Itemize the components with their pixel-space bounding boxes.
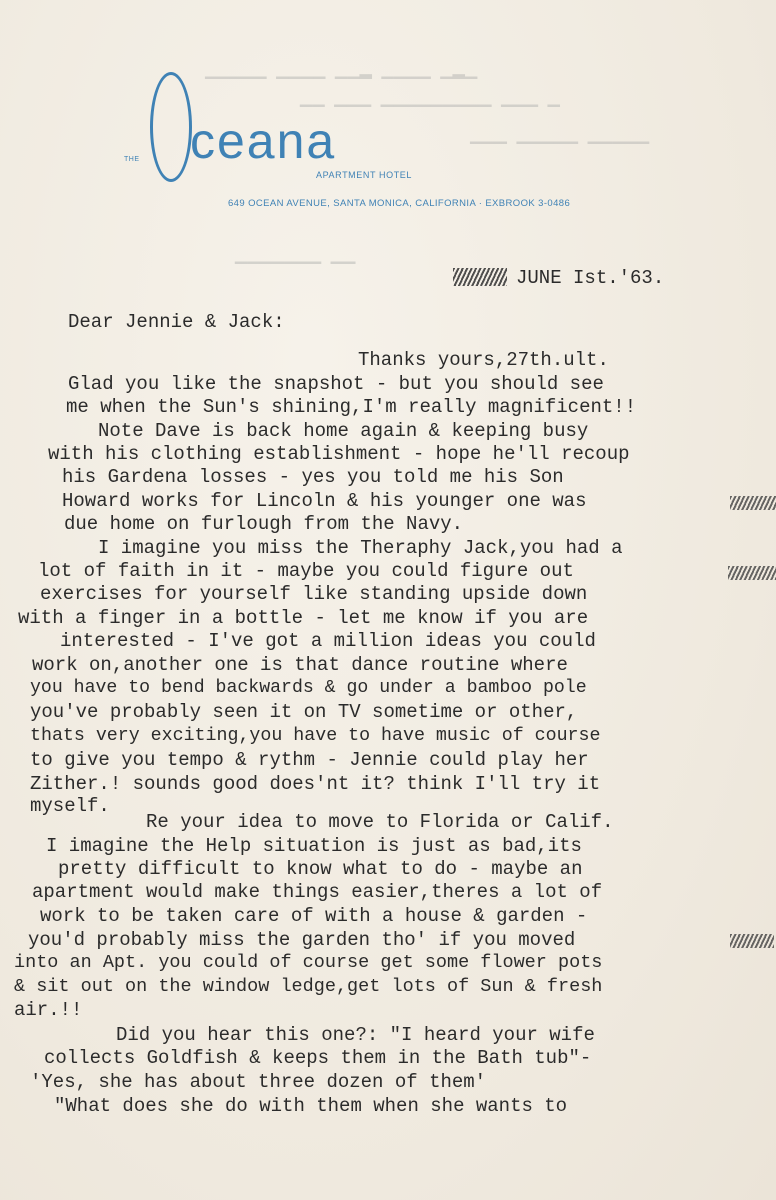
letter-line: exercises for yourself like standing upside down — [40, 583, 588, 605]
letter-line: "What does she do with them when she wants to — [54, 1095, 568, 1117]
letterhead-logo-o — [150, 72, 192, 182]
letter-line: you've probably seen it on TV sometime or other, — [30, 701, 578, 723]
letter-line: me when the Sun's shining,I'm really magnificent!! — [66, 396, 637, 418]
letter-line: myself. — [30, 795, 110, 817]
show-through-marks-3: ▁▁▁▁▁ ▁▁▁▁▁ ▁▁▁ — [470, 127, 650, 145]
letterhead-the: THE — [124, 156, 140, 163]
letter-line: & sit out on the window ledge,get lots of Sun & fresh — [14, 976, 603, 997]
letter-line: with his clothing establishment - hope he'll recoup — [48, 443, 630, 465]
salutation: Dear Jennie & Jack: — [68, 311, 285, 333]
letter-line: pretty difficult to know what to do - maybe an — [58, 858, 583, 880]
letter-line: Zither.! sounds good does'nt it? think I'll try it — [30, 773, 601, 795]
letter-line: work to be taken care of with a house & garden - — [40, 905, 588, 927]
letter-line: lot of faith in it - maybe you could figure out — [38, 560, 574, 582]
letter-line: apartment would make things easier,theres a lot of — [32, 881, 603, 903]
letter-line: work on,another one is that dance routine where — [32, 654, 568, 676]
letter-line: Note Dave is back home again & keeping busy — [98, 420, 589, 442]
letter-line: Re your idea to move to Florida or Calif. — [146, 811, 614, 833]
letter-date: JUNE Ist.'63. — [516, 267, 665, 289]
letter-line: collects Goldfish & keeps them in the Bath tub"- — [44, 1047, 592, 1069]
letter-line: thats very exciting,you have to have music of course — [30, 726, 601, 746]
struck-out-typing — [730, 496, 776, 510]
letter-line: you have to bend backwards & go under a bamboo pole — [30, 678, 587, 698]
show-through-marks: ▁▂▁ ▁▁▁▁ ▂▁▁ ▁▁▁▁ ▁▁▁▁▁ — [205, 62, 478, 80]
letterhead-subtitle: APARTMENT HOTEL — [316, 170, 413, 180]
letter-line: due home on furlough from the Navy. — [64, 513, 464, 535]
letter-line: Thanks yours,27th.ult. — [358, 349, 609, 371]
struck-out-typing — [730, 934, 774, 948]
letter-line: into an Apt. you could of course get some flower pots — [14, 952, 603, 973]
letter-line: interested - I've got a million ideas you could — [60, 630, 596, 652]
letter-line: to give you tempo & rythm - Jennie could play her — [30, 749, 589, 771]
letter-line: Howard works for Lincoln & his younger one was — [62, 490, 587, 512]
letter-line: I imagine you miss the Theraphy Jack,you had a — [98, 537, 623, 559]
letterhead-name: ceana — [190, 113, 337, 169]
struck-out-typing — [453, 268, 507, 286]
struck-out-typing — [728, 566, 776, 580]
letterhead-address: 649 OCEAN AVENUE, SANTA MONICA, CALIFORNIA · EXBROOK 3-0486 — [228, 198, 571, 209]
show-through-marks-4: ▁▁ ▁▁▁▁▁▁▁ — [235, 247, 356, 265]
letter-line: his Gardena losses - yes you told me his Son — [62, 466, 564, 488]
letter-line: with a finger in a bottle - let me know if you are — [18, 607, 589, 629]
letter-line: 'Yes, she has about three dozen of them' — [30, 1071, 487, 1093]
letter-line: Did you hear this one?: "I heard your wife — [116, 1024, 595, 1046]
show-through-marks-2: ▁ ▁▁▁ ▁▁▁▁▁▁▁▁▁ ▁▁▁ ▁▁ — [300, 90, 560, 108]
letter-line: Glad you like the snapshot - but you should see — [68, 373, 604, 395]
letter-line: air.!! — [14, 999, 83, 1021]
letter-line: you'd probably miss the garden tho' if you moved — [28, 929, 576, 951]
letter-line: I imagine the Help situation is just as bad,its — [46, 835, 582, 857]
